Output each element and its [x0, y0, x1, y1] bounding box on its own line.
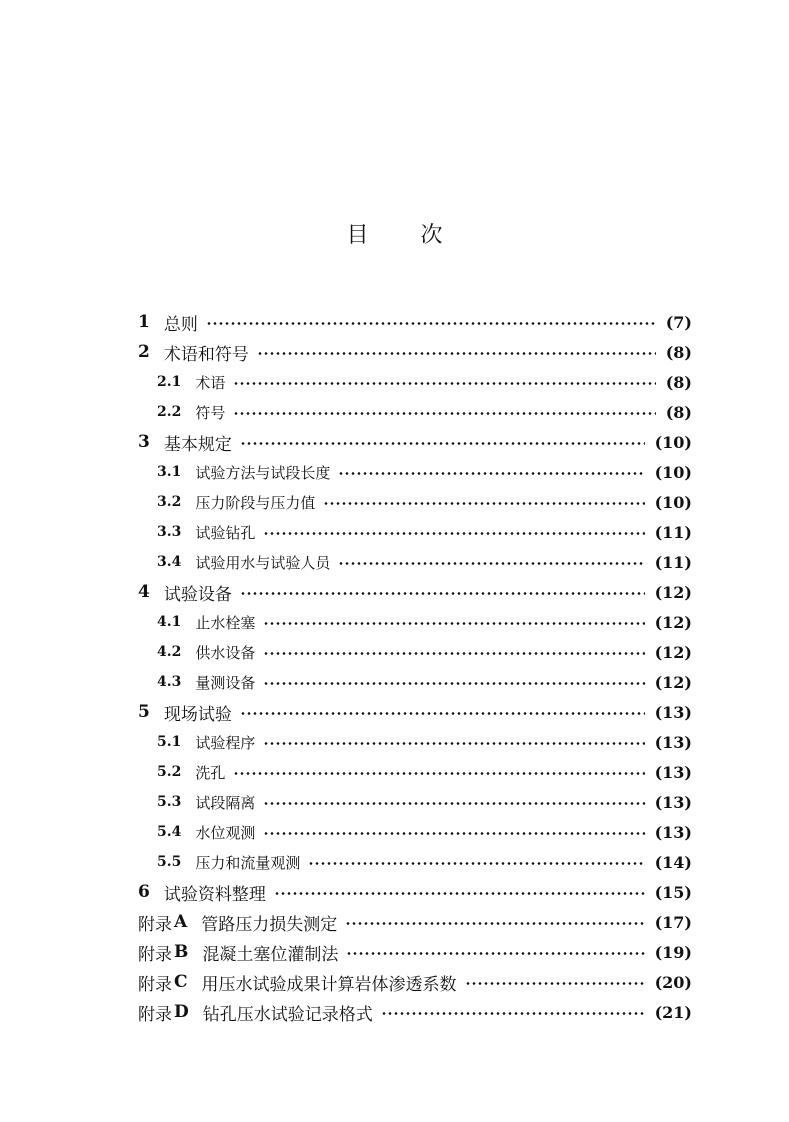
toc-entry-number: 5.2	[157, 764, 182, 780]
toc-entry-appendix-letter: D	[174, 1002, 189, 1022]
toc-entry-label: 管路压力损失测定	[201, 914, 338, 935]
toc-entry[interactable]	[138, 817, 692, 847]
toc-entry-label: 试段隔离	[195, 793, 256, 812]
dot-leader	[263, 832, 644, 835]
dot-leader	[345, 922, 644, 925]
toc-entry-page: (12)	[654, 612, 692, 632]
toc-entry-number: 6	[138, 882, 150, 902]
toc-entry[interactable]	[138, 397, 692, 427]
dot-leader	[263, 622, 644, 625]
toc-entry-page: (17)	[654, 912, 692, 932]
toc-entry-number: 4.1	[157, 614, 182, 630]
toc-entry-page: (14)	[654, 852, 692, 872]
toc-entry[interactable]	[138, 307, 692, 337]
toc-entry-page: (21)	[654, 1002, 692, 1022]
toc-entry-label: 洗孔	[195, 763, 226, 782]
toc-entry-page: (12)	[654, 672, 692, 692]
toc-entry-number: 3.4	[157, 554, 182, 570]
toc-entry-number: 5.3	[157, 794, 182, 810]
toc-entry-number: 5.1	[157, 734, 182, 750]
dot-leader	[338, 562, 644, 565]
toc-entry-label: 试验方法与试段长度	[195, 463, 331, 482]
toc-entry-page: (8)	[665, 372, 692, 392]
dot-leader	[263, 742, 644, 745]
toc-entry-label: 用压水试验成果计算岩体渗透系数	[201, 974, 457, 995]
toc-entry[interactable]	[138, 757, 692, 787]
toc-entry-number: 2.2	[157, 404, 182, 420]
toc-entry-page: (13)	[654, 762, 692, 782]
toc-entry-label: 现场试验	[163, 704, 232, 725]
toc-entry-page: (10)	[654, 462, 692, 482]
dot-leader	[381, 1012, 645, 1015]
toc-entry[interactable]	[138, 337, 692, 367]
dot-leader	[308, 862, 644, 865]
toc-entry[interactable]	[138, 637, 692, 667]
toc-entry-page: (8)	[665, 342, 692, 362]
toc-entry[interactable]	[138, 607, 692, 637]
toc-entry-page: (10)	[654, 492, 692, 512]
toc-entry-label: 压力和流量观测	[195, 853, 301, 872]
toc-entry-number: 2	[138, 342, 150, 362]
toc-entry-number: 4.3	[157, 674, 182, 690]
toc-entry-appendix-prefix: 附录	[138, 914, 172, 935]
dot-leader	[240, 442, 645, 445]
toc-entry-appendix-prefix: 附录	[138, 944, 172, 965]
toc-entry-number: 3	[138, 432, 150, 452]
toc-entry[interactable]	[138, 457, 692, 487]
dot-leader	[206, 322, 656, 325]
toc-entry-page: (12)	[654, 582, 692, 602]
toc-entry-label: 钻孔压水试验记录格式	[202, 1004, 373, 1025]
toc-entry-label: 水位观测	[195, 823, 256, 842]
toc-entry-number: 5.4	[157, 824, 182, 840]
toc-entry-number: 3.2	[157, 494, 182, 510]
dot-leader	[263, 802, 644, 805]
toc-entry-page: (7)	[665, 312, 692, 332]
toc-entry[interactable]	[138, 667, 692, 697]
toc-entry-label: 试验钻孔	[195, 523, 256, 542]
toc-entry-label: 量测设备	[195, 673, 256, 692]
toc-entry-label: 试验设备	[163, 584, 232, 605]
toc-entry[interactable]	[138, 577, 692, 607]
toc-entry-label: 基本规定	[163, 434, 232, 455]
toc-entry-page: (13)	[654, 732, 692, 752]
dot-leader	[233, 412, 655, 415]
toc-entry-appendix-prefix: 附录	[138, 974, 172, 995]
toc-entry[interactable]	[138, 847, 692, 877]
dot-leader	[346, 952, 644, 955]
toc-entry-number: 2.1	[157, 374, 182, 390]
table-of-contents	[138, 307, 692, 1027]
toc-entry-number: 3.1	[157, 464, 182, 480]
toc-entry-page: (13)	[654, 702, 692, 722]
toc-entry[interactable]	[138, 727, 692, 757]
toc-entry[interactable]	[138, 427, 692, 457]
toc-entry-number: 4.2	[157, 644, 182, 660]
toc-entry-appendix-prefix: 附录	[138, 1004, 172, 1025]
toc-entry-label: 混凝土塞位灌制法	[202, 944, 339, 965]
toc-entry[interactable]	[138, 937, 692, 967]
toc-entry[interactable]	[138, 517, 692, 547]
dot-leader	[257, 352, 656, 355]
toc-entry-page: (11)	[654, 552, 692, 572]
toc-entry-page: (19)	[654, 942, 692, 962]
toc-entry[interactable]	[138, 367, 692, 397]
toc-entry-number: 5.5	[157, 854, 182, 870]
toc-entry[interactable]	[138, 787, 692, 817]
toc-entry-appendix-letter: B	[174, 942, 189, 962]
dot-leader	[263, 682, 644, 685]
toc-entry-appendix-letter: C	[174, 972, 188, 992]
toc-entry[interactable]	[138, 967, 692, 997]
toc-entry-number: 3.3	[157, 524, 182, 540]
dot-leader	[263, 652, 644, 655]
dot-leader	[465, 982, 645, 985]
toc-entry-number: 5	[138, 702, 150, 722]
toc-entry-label: 试验资料整理	[163, 884, 266, 905]
toc-entry-number: 4	[138, 582, 150, 602]
toc-entry-page: (20)	[654, 972, 692, 992]
dot-leader	[263, 532, 644, 535]
toc-entry-page: (12)	[654, 642, 692, 662]
dot-leader	[240, 712, 645, 715]
toc-entry-page: (13)	[654, 792, 692, 812]
toc-entry-page: (8)	[665, 402, 692, 422]
toc-entry[interactable]	[138, 487, 692, 517]
toc-entry-label: 总则	[163, 314, 198, 335]
toc-entry-page: (10)	[654, 432, 692, 452]
dot-leader	[240, 592, 645, 595]
toc-entry-label: 试验用水与试验人员	[195, 553, 331, 572]
toc-entry-page: (13)	[654, 822, 692, 842]
toc-entry[interactable]	[138, 997, 692, 1027]
toc-entry[interactable]	[138, 547, 692, 577]
toc-entry-appendix-letter: A	[174, 912, 188, 932]
dot-leader	[338, 472, 644, 475]
toc-entry-label: 符号	[195, 403, 226, 422]
toc-entry-label: 供水设备	[195, 643, 256, 662]
toc-entry[interactable]	[138, 697, 692, 727]
dot-leader	[323, 502, 644, 505]
toc-entry-page: (11)	[654, 522, 692, 542]
dot-leader	[233, 382, 655, 385]
toc-entry[interactable]	[138, 877, 692, 907]
toc-entry-label: 止水栓塞	[195, 613, 256, 632]
title-char-1: 目	[346, 223, 369, 248]
toc-entry[interactable]	[138, 907, 692, 937]
dot-leader	[274, 892, 645, 895]
toc-entry-label: 试验程序	[195, 733, 256, 752]
toc-entry-page: (15)	[654, 882, 692, 902]
toc-entry-label: 术语和符号	[163, 344, 249, 365]
dot-leader	[233, 772, 644, 775]
title-char-2: 次	[420, 223, 443, 248]
toc-entry-label: 压力阶段与压力值	[195, 493, 316, 512]
toc-entry-label: 术语	[195, 373, 226, 392]
page-title	[0, 218, 789, 249]
toc-entry-number: 1	[138, 312, 150, 332]
